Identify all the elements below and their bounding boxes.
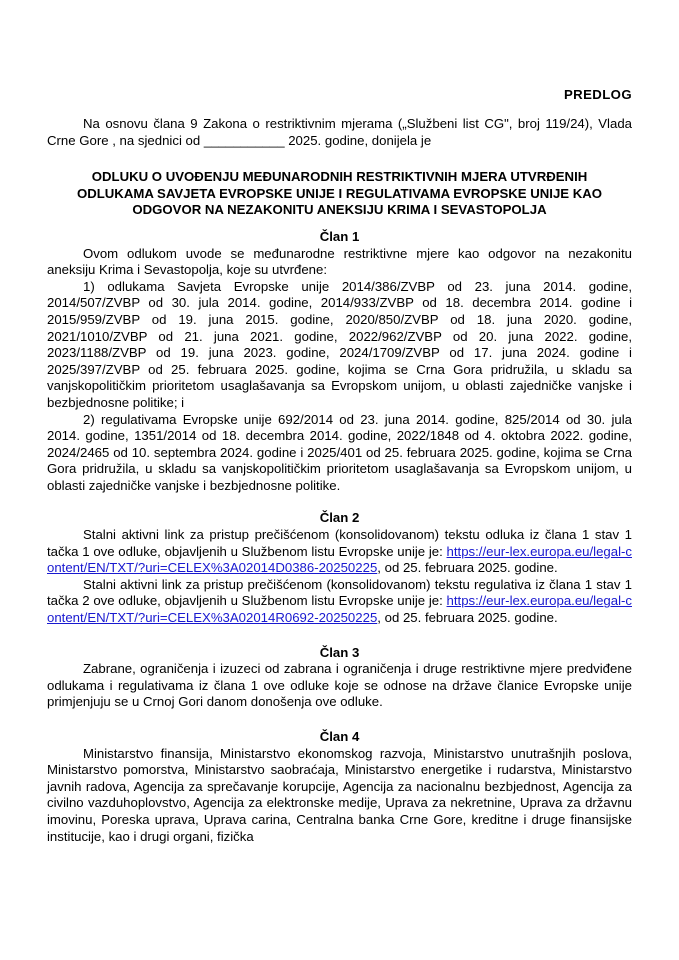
document-title-line-1: ODLUKU O UVOĐENJU MEĐUNARODNIH RESTRIKTIVNIH MJERA UTVRĐENIH — [91, 169, 588, 185]
article-2-paragraph-1-text-after: , od 25. februara 2025. godine. — [377, 560, 558, 576]
eur-lex-regulations-link[interactable]: https://eur-lex.europa.eu/legal-content/EN/TXT/?uri=CELEX%3A02014R0692-20250225 — [47, 593, 632, 626]
article-heading-3: Član 3 — [319, 644, 360, 660]
article-3-paragraph-1: Zabrane, ograničenja i izuzeci od zabrana i ograničenja i druge restriktivne mjere predviđene odlukama i regulativama iz člana 1 ove odluke koje se odnose na države članice Evropske unije primjenjuju se u Crnoj Gori danom donošenja ove odluke. — [47, 661, 632, 710]
article-2-paragraph-1-text-before: Stalni aktivni link za pristup prečišćenom (konsolidovanom) tekstu odluka iz člana 1 stav 1 tačka 1 ove odluke, objavljenih u Službenom listu Evropske unije je: — [47, 527, 632, 559]
article-2-paragraph-1 — [47, 527, 632, 577]
article-heading-2: Član 2 — [319, 510, 360, 526]
article-heading-1: Član 1 — [319, 228, 360, 244]
document-header-predlog: PREDLOG — [563, 87, 632, 102]
article-4-paragraph-1: Ministarstvo finansija, Ministarstvo ekonomskog razvoja, Ministarstvo unutrašnjih poslova, Ministarstvo pomorstva, Ministarstvo saobraćaja, Ministarstvo energetike i rudarstva, Ministarstvo javnih radova, Agencija za sprečavanje korupcije, Agencija za nacionalnu bezbjednost, Agencija za civilno vazduhoplovstvo, Agencija za elektronske medije, Uprava za nekretnine, Uprava za državnu imovinu, Poreska uprava, Uprava carina, Centralna banka Crne Gore, kreditne i druge finansijske institucije, kao i drugi organi, fizička — [47, 745, 632, 844]
eur-lex-decisions-link[interactable]: https://eur-lex.europa.eu/legal-content/EN/TXT/?uri=CELEX%3A02014D0386-20250225 — [47, 543, 632, 576]
article-1-paragraph-3: 2) regulativama Evropske unije 692/2014 od 23. juna 2014. godine, 825/2014 od 30. jula 2014. godine, 1351/2014 od 18. decembra 2014. godine, 2022/1848 od 4. oktobra 2022. godine, 2024/2465 od 10. septembra 2024. godine i 2025/401 od 25. februara 2025. godine, kojima se Crna Gora pridružila, u skladu sa vanjskopolitičkim prioritetom usaglašavanja sa Evropskom unijom, u oblasti zajedničke vanjske i bezbjednosne politike. — [47, 411, 632, 493]
preamble-paragraph: Na osnovu člana 9 Zakona o restriktivnim mjerama („Službeni list CG", broj 119/24), Vlada Crne Gore , na sjednici od ___________ 2025. godine, donijela je — [47, 116, 632, 148]
article-heading-4: Član 4 — [319, 729, 360, 744]
article-2-paragraph-2 — [47, 577, 632, 627]
article-1-paragraph-1: Ovom odlukom uvode se međunarodne restriktivne mjere kao odgovor na nezakonitu aneksiju Krima i Sevastopolja, koje su utvrđene: — [47, 245, 632, 278]
document-title-line-2: ODLUKAMA SAVJETA EVROPSKE UNIJE I REGULATIVAMA EVROPSKE UNIJE KAO — [76, 185, 603, 201]
article-2-paragraph-2-text-after: , od 25. februara 2025. godine. — [377, 610, 558, 626]
article-2-paragraph-2-text-before: Stalni aktivni link za pristup prečišćenom (konsolidovanom) tekstu regulativa iz člana 1 stav 1 tačka 2 ove odluke, objavljenih u Službenom listu Evropske unije je: — [47, 576, 632, 609]
document-content — [47, 0, 632, 845]
document-title-line-3: ODGOVOR NA NEZAKONITU ANEKSIJU KRIMA I SEVASTOPOLJA — [132, 202, 547, 218]
article-1-paragraph-2: 1) odlukama Savjeta Evropske unije 2014/386/ZVBP od 23. juna 2014. godine, 2014/507/ZVBP od 30. jula 2014. godine, 2014/933/ZVBP od 18. decembra 2014. godine i 2015/959/ZVBP od 19. juna 2015. godine, 2020/850/ZVBP od 18. juna 2020. godine, 2021/1010/ZVBP od 21. juna 2021. godine, 2022/962/ZVBP od 20. juna 2022. godine, 2023/1188/ZVBP od 19. juna 2023. godine, 2024/1709/ZVBP od 17. juna 2024. godine i 2025/397/ZVBP od 25. februara 2025. godine, kojima se Crna Gora pridružila, u skladu sa vanjskopolitičkim prioritetom usaglašavanja sa Evropskom unijom, u oblasti zajedničke vanjske i bezbjednosne politike; i — [47, 278, 632, 410]
